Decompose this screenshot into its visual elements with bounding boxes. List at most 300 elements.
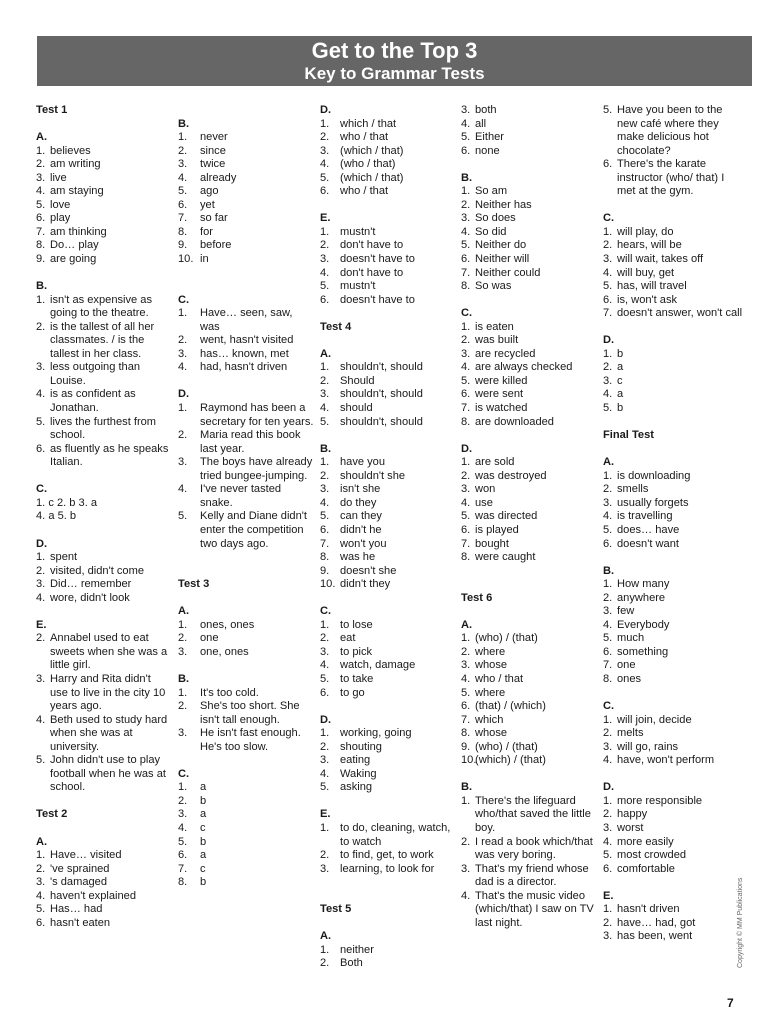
answer-item xyxy=(461,145,597,159)
blank-line xyxy=(36,118,171,132)
answer-item xyxy=(320,172,456,186)
item-answer: am writing xyxy=(50,158,101,171)
item-answer: won xyxy=(475,483,496,496)
item-answer: didn't they xyxy=(340,578,391,591)
section-heading: B. xyxy=(603,564,615,577)
item-number: 7. xyxy=(178,212,188,225)
item-answer: shouldn't, should xyxy=(340,415,423,428)
blank-line xyxy=(320,429,456,443)
item-number: 4. xyxy=(603,510,613,523)
item-number: 2. xyxy=(36,158,46,171)
item-number: 3. xyxy=(178,456,188,469)
item-number: 8. xyxy=(603,672,613,685)
answer-item xyxy=(320,578,456,592)
page-subtitle: Key to Grammar Tests xyxy=(304,64,485,83)
answer-item xyxy=(320,185,456,199)
answer-item xyxy=(178,510,314,551)
answer-item xyxy=(603,741,743,755)
answer-item xyxy=(178,158,314,172)
item-number: 3. xyxy=(178,727,188,740)
item-answer: doesn't she xyxy=(340,564,397,577)
answer-item xyxy=(461,334,597,348)
item-answer: He isn't fast enough. He's too slow. xyxy=(200,727,301,753)
item-number: 8. xyxy=(461,415,471,428)
item-answer: one, ones xyxy=(200,645,249,658)
item-answer: have… had, got xyxy=(617,916,696,929)
answer-item xyxy=(603,646,743,660)
section-heading: D. xyxy=(320,104,332,116)
answer-item xyxy=(461,185,597,199)
answer-item xyxy=(603,348,743,362)
answer-item xyxy=(603,903,743,917)
answer-column-1 xyxy=(36,104,171,930)
answer-item xyxy=(461,510,597,524)
item-number: 3. xyxy=(320,862,330,875)
answer-item xyxy=(36,890,171,904)
answer-item xyxy=(178,253,314,267)
section-heading: C. xyxy=(603,700,615,713)
item-answer: much xyxy=(617,632,645,645)
item-answer: a xyxy=(200,849,207,862)
item-answer: isn't she xyxy=(340,483,381,496)
answer-item xyxy=(320,497,456,511)
item-answer: Has… had xyxy=(50,903,103,916)
item-number: 8. xyxy=(178,876,188,889)
blank-line xyxy=(178,104,314,118)
item-answer: hasn't driven xyxy=(617,903,680,916)
item-answer: love xyxy=(50,198,71,211)
item-answer: before xyxy=(200,239,232,252)
item-number: 3. xyxy=(320,483,330,496)
item-number: 7. xyxy=(461,537,471,550)
item-answer: Neither will xyxy=(475,253,530,266)
item-answer: as fluently as he speaks Italian. xyxy=(50,442,169,469)
answer-item xyxy=(461,253,597,267)
item-number: 1. xyxy=(603,713,613,726)
item-number: 8. xyxy=(36,239,46,252)
answer-item xyxy=(603,280,743,294)
item-answer: was directed xyxy=(475,510,538,523)
item-number: 8. xyxy=(461,280,471,293)
answer-item xyxy=(320,957,456,971)
item-number: 7. xyxy=(178,862,188,875)
item-number: 1. xyxy=(320,225,330,238)
item-number: 3. xyxy=(36,361,46,374)
item-answer: So am xyxy=(475,185,508,198)
section-heading: Test 1 xyxy=(36,104,68,116)
item-number: 5. xyxy=(603,632,613,645)
answer-item xyxy=(178,361,314,375)
item-answer: whose xyxy=(475,727,508,740)
item-number: 1. xyxy=(320,456,330,469)
item-number: 6. xyxy=(178,198,188,211)
item-number: 6. xyxy=(461,700,471,713)
item-number: 3. xyxy=(178,645,188,658)
answer-item xyxy=(320,483,456,497)
answer-item xyxy=(36,416,171,443)
answer-item xyxy=(461,375,597,389)
item-number: 5. xyxy=(320,415,330,428)
blank-line xyxy=(36,470,171,484)
item-answer: There's the karate instructor (who/ that) I met at the gym. xyxy=(617,158,725,198)
answer-item xyxy=(178,145,314,159)
item-answer: So was xyxy=(475,280,512,293)
answer-item xyxy=(178,456,314,483)
section-heading: Test 5 xyxy=(320,903,352,916)
answer-item xyxy=(320,416,456,430)
blank-line xyxy=(320,199,456,213)
item-number: 1. xyxy=(178,781,188,794)
answer-item xyxy=(178,687,314,701)
blank-line xyxy=(603,416,743,430)
item-number: 9. xyxy=(178,239,188,252)
section-heading: Test 2 xyxy=(36,808,68,821)
answer-item xyxy=(603,253,743,267)
item-number: 2. xyxy=(178,334,188,347)
copyright-notice: Copyright © MM Publications xyxy=(737,877,744,968)
section-heading: D. xyxy=(178,388,190,401)
answer-item xyxy=(320,470,456,484)
item-number: 5. xyxy=(461,510,471,523)
item-number: 5. xyxy=(603,280,613,293)
answer-item xyxy=(461,646,597,660)
answer-item xyxy=(461,727,597,741)
section-heading: C. xyxy=(461,307,473,320)
item-answer: Do… play xyxy=(50,239,99,252)
blank-line xyxy=(603,443,743,457)
item-number: 9. xyxy=(320,564,330,577)
item-number: 3. xyxy=(178,347,188,360)
item-answer: since xyxy=(200,144,226,157)
answer-item xyxy=(320,741,456,755)
item-number: 6. xyxy=(461,523,471,536)
answer-item xyxy=(603,104,743,158)
item-answer: (which / that) xyxy=(340,171,404,184)
item-number: 8. xyxy=(320,551,330,564)
answer-item xyxy=(603,619,743,633)
item-number: 1. xyxy=(320,727,330,740)
answer-item xyxy=(603,930,743,944)
item-answer: anywhere xyxy=(617,591,666,604)
item-answer: most crowded xyxy=(617,849,687,862)
item-answer: is the tallest of all her classmates. / is the tallest in her class. xyxy=(50,320,155,360)
answer-item xyxy=(320,226,456,240)
item-answer: learning, to look for xyxy=(340,862,435,875)
answer-item xyxy=(320,388,456,402)
section-heading: C. xyxy=(603,212,615,225)
answer-item xyxy=(461,212,597,226)
answer-item xyxy=(603,659,743,673)
item-answer: ones xyxy=(617,672,642,685)
answer-item xyxy=(320,551,456,565)
item-answer: to go xyxy=(340,686,365,699)
title-banner xyxy=(37,36,752,86)
item-answer: am thinking xyxy=(50,225,107,238)
answer-item xyxy=(320,267,456,281)
section-heading: B. xyxy=(36,280,48,293)
answer-item xyxy=(461,104,597,118)
section-heading: A. xyxy=(36,835,48,848)
answer-item xyxy=(461,118,597,132)
answer-item xyxy=(36,903,171,917)
item-answer: haven't explained xyxy=(50,889,137,902)
item-number: 1. xyxy=(320,361,330,374)
item-number: 2. xyxy=(603,591,613,604)
item-number: 1. xyxy=(461,456,471,469)
item-number: 8. xyxy=(178,225,188,238)
answer-item xyxy=(320,375,456,389)
answer-item xyxy=(603,673,743,687)
item-number: 2. xyxy=(461,835,471,848)
item-answer: never xyxy=(200,131,228,144)
answer-item xyxy=(178,646,314,660)
answer-item xyxy=(603,727,743,741)
section-heading: B. xyxy=(320,442,332,455)
item-answer: shouldn't, should xyxy=(340,388,423,401)
item-number: 4. xyxy=(603,388,613,401)
item-number: 3. xyxy=(603,374,613,387)
item-number: 1. xyxy=(603,794,613,807)
answer-item xyxy=(603,497,743,511)
item-answer: is as confident as Jonathan. xyxy=(50,388,136,415)
blank-line xyxy=(36,267,171,281)
item-answer: worst xyxy=(617,821,644,834)
answer-item xyxy=(320,145,456,159)
answer-item xyxy=(320,863,456,877)
item-number: 6. xyxy=(320,523,330,536)
answer-item xyxy=(178,334,314,348)
item-number: 2. xyxy=(320,740,330,753)
item-number: 4. xyxy=(461,225,471,238)
item-answer: am staying xyxy=(50,185,104,198)
item-number: 5. xyxy=(36,415,46,428)
item-answer: to pick xyxy=(340,645,373,658)
item-number: 1. xyxy=(178,131,188,144)
item-number: 3. xyxy=(461,483,471,496)
item-answer: doesn't want xyxy=(617,537,679,550)
blank-line xyxy=(178,592,314,606)
section-heading: A. xyxy=(320,347,332,360)
item-answer: (who) / (that) xyxy=(475,740,538,753)
item-answer: a xyxy=(200,781,207,794)
answer-item xyxy=(36,863,171,877)
item-number: 5. xyxy=(320,781,330,794)
answer-item xyxy=(461,700,597,714)
item-answer: so far xyxy=(200,212,228,225)
item-answer: have, won't perform xyxy=(617,754,715,767)
section-heading: E. xyxy=(603,889,614,902)
answer-item xyxy=(461,890,597,931)
item-number: 2. xyxy=(178,700,188,713)
item-number: 2. xyxy=(603,808,613,821)
item-answer: has been, went xyxy=(617,930,693,943)
answer-item xyxy=(603,294,743,308)
item-number: 1. xyxy=(603,347,613,360)
answer-item xyxy=(320,565,456,579)
answer-item xyxy=(36,917,171,931)
item-number: 2. xyxy=(461,198,471,211)
item-number: 1. xyxy=(603,903,613,916)
section-heading: B. xyxy=(178,672,190,685)
item-answer: Have… visited xyxy=(50,849,122,862)
item-number: 3. xyxy=(36,876,46,889)
item-number: 2. xyxy=(36,564,46,577)
item-answer: doesn't answer, won't call xyxy=(617,307,743,320)
blank-line xyxy=(320,890,456,904)
answer-item xyxy=(36,849,171,863)
item-answer: c xyxy=(200,862,206,875)
item-answer: (which) / (that) xyxy=(475,754,546,767)
item-number: 5. xyxy=(178,510,188,523)
item-answer: shouldn't, should xyxy=(340,361,423,374)
section-heading: C. xyxy=(178,767,190,780)
blank-line xyxy=(603,876,743,890)
item-answer: yet xyxy=(200,198,215,211)
item-number: 7. xyxy=(461,713,471,726)
answer-item xyxy=(178,199,314,213)
item-answer: (who) / (that) xyxy=(475,632,538,645)
item-number: 6. xyxy=(320,293,330,306)
item-number: 2. xyxy=(461,645,471,658)
answer-item xyxy=(178,876,314,890)
item-number: 5. xyxy=(320,510,330,523)
item-number: 4. xyxy=(603,266,613,279)
item-number: 7. xyxy=(36,225,46,238)
blank-line xyxy=(320,334,456,348)
item-answer: Neither could xyxy=(475,266,541,279)
blank-line xyxy=(178,267,314,281)
item-number: 1. xyxy=(36,849,46,862)
item-answer: eating xyxy=(340,754,371,767)
answer-item xyxy=(36,253,171,267)
item-number: 1. xyxy=(36,293,46,306)
item-answer: a xyxy=(200,808,207,821)
item-answer: working, going xyxy=(340,727,412,740)
answer-item xyxy=(320,294,456,308)
item-number: 3. xyxy=(461,347,471,360)
item-answer: was he xyxy=(340,551,376,564)
answer-item xyxy=(603,470,743,484)
item-number: 1. xyxy=(178,307,188,320)
item-answer: for xyxy=(200,225,213,238)
item-number: 4. xyxy=(320,402,330,415)
item-answer: She's too short. She isn't tall enough. xyxy=(200,700,300,726)
answer-item xyxy=(461,551,597,565)
blank-line xyxy=(178,551,314,565)
answer-item xyxy=(320,632,456,646)
answer-item xyxy=(320,402,456,416)
item-answer: The boys have already tried bungee-jumping. xyxy=(200,456,313,482)
blank-line xyxy=(461,605,597,619)
item-number: 1. xyxy=(36,144,46,157)
section-heading: C. xyxy=(178,293,190,306)
item-answer: was destroyed xyxy=(475,469,547,482)
answer-item xyxy=(178,849,314,863)
item-number: 5. xyxy=(320,280,330,293)
answer-column-5 xyxy=(603,104,743,944)
item-number: 1. xyxy=(461,794,471,807)
answer-item xyxy=(461,267,597,281)
answer-item xyxy=(461,538,597,552)
item-number: 3. xyxy=(320,144,330,157)
answer-item xyxy=(36,673,171,714)
item-answer: are recycled xyxy=(475,347,536,360)
item-number: 3. xyxy=(603,821,613,834)
item-answer: who / that xyxy=(475,672,524,685)
item-answer: eat xyxy=(340,632,356,645)
answer-item xyxy=(320,673,456,687)
item-number: 1. xyxy=(461,632,471,645)
item-answer: where xyxy=(475,686,506,699)
item-number: 3. xyxy=(320,754,330,767)
answer-item xyxy=(603,402,743,416)
item-number: 5. xyxy=(36,198,46,211)
answer-item xyxy=(178,863,314,877)
blank-line xyxy=(461,768,597,782)
item-answer: Harry and Rita didn't use to live in the city 10 years ago. xyxy=(50,672,166,713)
answer-item xyxy=(36,239,171,253)
item-number: 3. xyxy=(461,104,471,116)
answer-item xyxy=(36,551,171,565)
answer-item xyxy=(603,836,743,850)
item-number: 4. xyxy=(320,266,330,279)
item-number: 3. xyxy=(603,605,613,618)
item-number: 2. xyxy=(320,957,330,970)
answer-item xyxy=(36,361,171,388)
item-number: 1. xyxy=(320,618,330,631)
item-answer: who / that xyxy=(340,131,389,144)
item-answer: twice xyxy=(200,158,226,171)
answer-item xyxy=(36,158,171,172)
answer-item xyxy=(603,917,743,931)
item-number: 4. xyxy=(36,889,46,902)
item-number: 3. xyxy=(320,388,330,401)
item-answer: smells xyxy=(617,483,649,496)
answer-item xyxy=(178,131,314,145)
answer-item xyxy=(603,632,743,646)
item-number: 2. xyxy=(603,239,613,252)
item-number: 3. xyxy=(36,672,46,685)
item-number: 4. xyxy=(36,185,46,198)
section-heading: E. xyxy=(36,618,47,631)
item-answer: has… known, met xyxy=(200,347,289,360)
item-number: 3. xyxy=(461,212,471,225)
item-number: 10. xyxy=(461,754,477,767)
answer-item xyxy=(178,836,314,850)
answer-item xyxy=(461,131,597,145)
item-answer: melts xyxy=(617,727,644,740)
item-answer: were caught xyxy=(475,551,536,564)
answer-item xyxy=(320,361,456,375)
item-answer: b xyxy=(617,347,624,360)
item-answer: So does xyxy=(475,212,516,225)
item-number: 4. xyxy=(461,361,471,374)
item-answer: spent xyxy=(50,551,78,564)
answer-item xyxy=(603,226,743,240)
item-answer: Beth used to study hard when she was at university. xyxy=(50,713,168,753)
item-number: 4. xyxy=(603,835,613,848)
item-answer: Either xyxy=(475,131,504,144)
answer-item xyxy=(320,768,456,782)
item-answer: Maria read this book last year. xyxy=(200,429,301,455)
blank-line xyxy=(178,754,314,768)
answer-item xyxy=(320,944,456,958)
item-answer: will play, do xyxy=(617,225,674,238)
item-answer: none xyxy=(475,144,500,157)
item-answer: I read a book which/that was very boring. xyxy=(475,835,593,862)
blank-line xyxy=(320,307,456,321)
section-heading: B. xyxy=(461,171,473,184)
